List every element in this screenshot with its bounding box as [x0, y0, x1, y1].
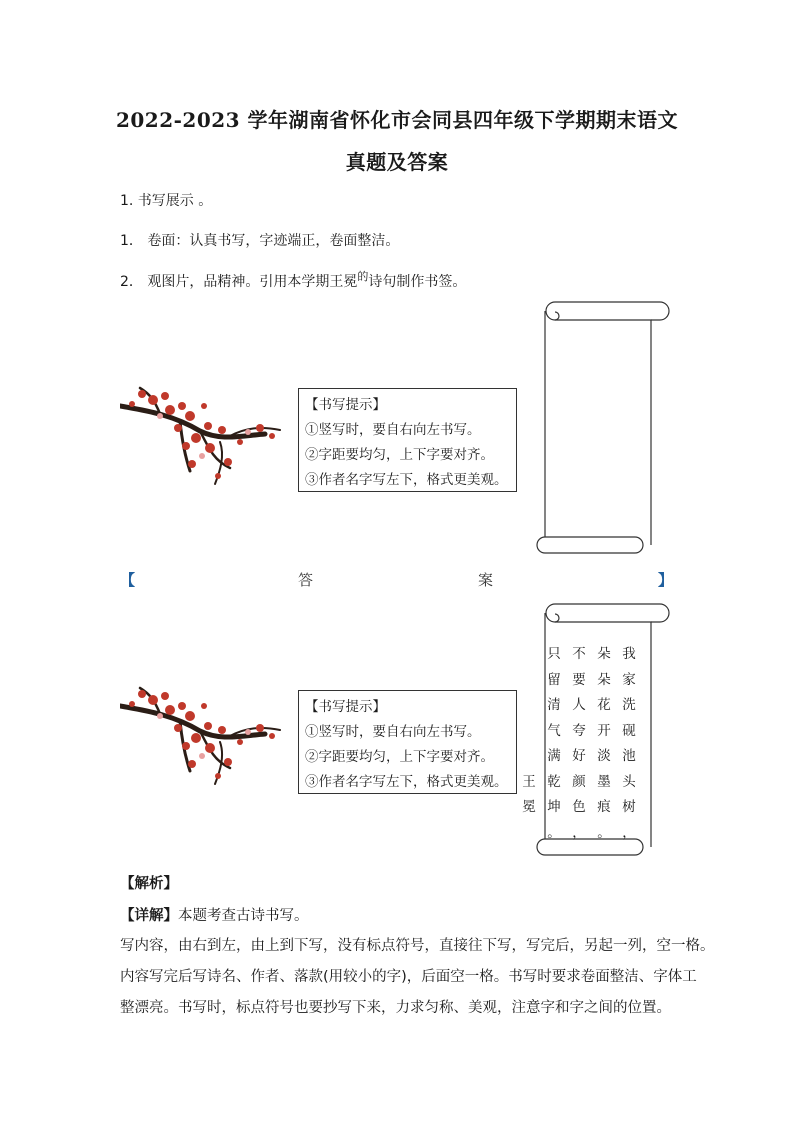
poem-char: 只: [547, 646, 561, 662]
poem-char: [519, 821, 539, 847]
item-2-text-post: 诗句制作书签。: [368, 274, 467, 290]
poem-char: 树: [622, 799, 636, 815]
poem-char: 冕: [522, 799, 536, 815]
poem-char: 清: [547, 697, 561, 713]
poem-char: 。: [597, 824, 611, 841]
page-title-line-2: 真题及答案: [345, 150, 449, 174]
plum-blossom-image: [120, 386, 295, 491]
answer-label-char-1: 答: [298, 571, 314, 589]
poem-char: 留: [547, 671, 561, 688]
poem-char: [519, 693, 539, 719]
question-1-item-1: 1． 卷面：认真书写，字迹端正，卷面整洁。: [120, 233, 400, 249]
poem-char: 朵: [597, 646, 611, 662]
detail-line: [120, 904, 309, 925]
tips-item-2: ②字距要均匀，上下字要对齐。: [305, 447, 494, 463]
poem-column-author: [519, 642, 539, 846]
poem-char: 洗: [622, 697, 636, 713]
poem-column-4: [544, 642, 564, 846]
tips-item-1-answer: ①竖写时，要自右向左书写。: [305, 724, 481, 740]
poem-char: 王: [522, 773, 536, 790]
paragraph-line-3: 整漂亮。书写时，标点符号也要抄写下来，力求匀称、美观，注意字和字之间的位置。: [120, 1000, 671, 1016]
writing-tips-box-answer: [298, 690, 517, 794]
poem-char: 砚: [622, 722, 636, 739]
tips-item-1: ①竖写时，要自右向左书写。: [305, 422, 481, 438]
poem-char: 朵: [597, 671, 611, 688]
paragraph-line-2: 内容写完后写诗名、作者、落款(用较小的字)，后面空一格。书写时要求卷面整洁、字体工: [120, 969, 697, 985]
analysis-label: 【解析】: [120, 876, 178, 892]
item-2-text-pre: 2． 观图片，品精神。引用本学期王冕: [120, 274, 358, 290]
poem-char: [519, 719, 539, 745]
poem-char: 开: [597, 722, 611, 739]
poem-char: [519, 642, 539, 668]
poem-char: 坤: [547, 799, 561, 815]
poem-char: 夸: [572, 722, 586, 739]
poem-char: 满: [547, 748, 561, 764]
item-2-text-small: 的: [357, 270, 369, 283]
poem-char: 我: [622, 646, 636, 662]
paragraph-line-1: 写内容，由右到左，由上到下写，没有标点符号，直接往下写，写完后，另起一列，空一格。: [120, 938, 715, 954]
tips-item-3-answer: ③作者名字写左下，格式更美观。: [305, 774, 508, 790]
poem-char: 不: [572, 646, 586, 662]
poem-char: ，: [622, 824, 636, 841]
question-1: 1. 书写展示 。: [120, 193, 213, 209]
poem-column-2: [594, 642, 614, 846]
poem-char: [519, 668, 539, 694]
analysis-paragraph: [120, 934, 715, 1027]
poem-char: 色: [572, 799, 586, 815]
answer-header: [120, 569, 672, 591]
poem-column-3: [569, 642, 589, 846]
poem-char: 池: [622, 748, 636, 764]
poem-column-1: [619, 642, 639, 846]
poem-char: 好: [572, 748, 586, 764]
detail-text: 本题考查古诗书写。: [178, 908, 309, 924]
poem-char: ，: [572, 824, 586, 841]
poem-char: 花: [597, 697, 611, 713]
poem-char: 痕: [597, 799, 611, 815]
tips-title-answer: 【书写提示】: [305, 699, 386, 715]
tips-item-2-answer: ②字距要均匀，上下字要对齐。: [305, 749, 494, 765]
poem-char: 要: [572, 671, 586, 688]
poem-char: 淡: [597, 748, 611, 764]
poem-char: 气: [547, 722, 561, 739]
empty-scroll-bookmark: [525, 300, 673, 558]
poem-char: 墨: [597, 773, 611, 790]
poem-char: 。: [547, 824, 561, 841]
answer-open-bracket: 【: [120, 571, 136, 589]
poem-char: 人: [572, 697, 586, 713]
poem-char: 头: [622, 773, 636, 790]
tips-title: 【书写提示】: [305, 397, 386, 413]
poem-char: 乾: [547, 773, 561, 790]
poem-char: [519, 744, 539, 770]
page-title-line-1: 2022-2023 学年湖南省怀化市会同县四年级下学期期末语文: [115, 108, 679, 132]
poem-char: 家: [622, 671, 636, 688]
answer-label-char-2: 案: [478, 571, 494, 589]
plum-blossom-image-answer: [120, 686, 295, 791]
poem-char: 颜: [572, 773, 586, 790]
tips-item-3: ③作者名字写左下，格式更美观。: [305, 472, 508, 488]
question-1-item-2: [120, 268, 466, 291]
answer-close-bracket: 】: [658, 571, 674, 589]
writing-tips-box: [298, 388, 517, 492]
detail-label: 【详解】: [120, 908, 178, 924]
